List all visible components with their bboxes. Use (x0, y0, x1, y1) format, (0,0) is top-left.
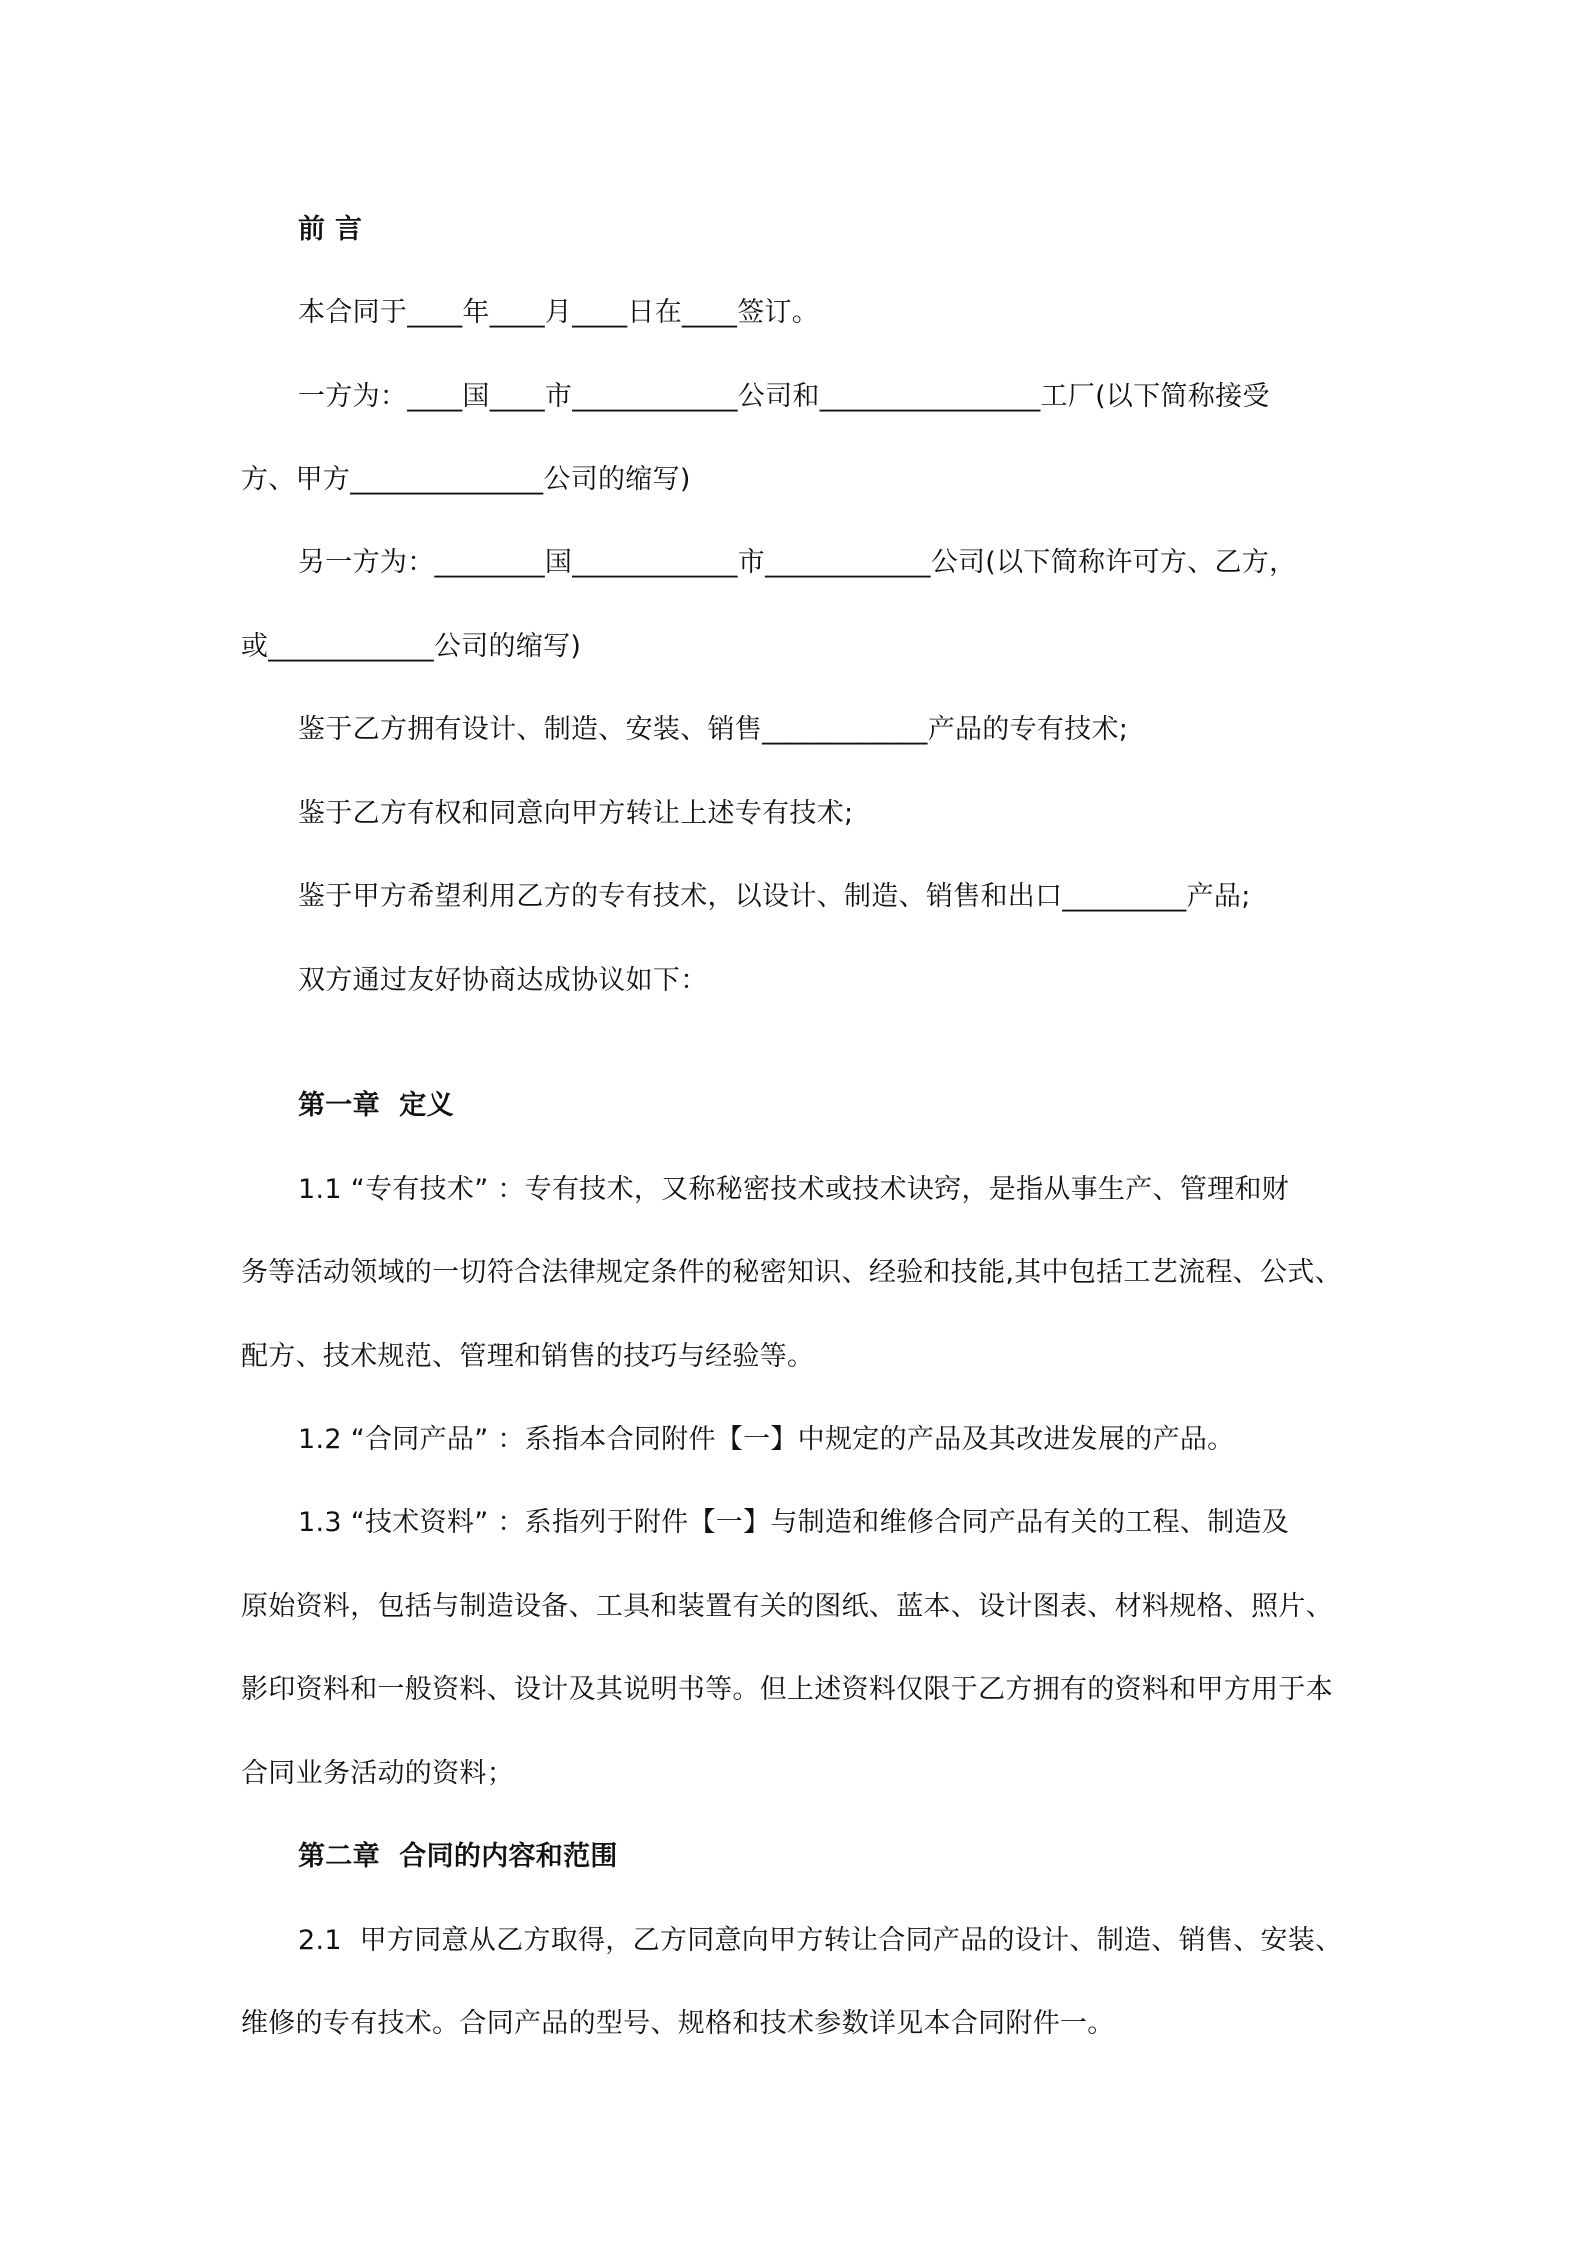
chapter2-heading: 第二章 合同的内容和范围 (298, 1841, 618, 1872)
chapter1-heading: 第一章 定义 (298, 1090, 454, 1121)
signing-date-line: 本合同于____年____月____日在____签订。 (298, 297, 820, 328)
clause-2-1-cont: 维修的专有技术。合同产品的型号、规格和技术参数详见本合同附件一。 (241, 2008, 1115, 2039)
clause-1-2: 1.2 “合同产品” ：系指本合同附件【一】中规定的产品及其改进发展的产品。 (298, 1424, 1235, 1455)
clause-1-3-cont: 合同业务活动的资料； (241, 1758, 514, 1789)
clause-2-1: 2.1 甲方同意从乙方取得，乙方同意向甲方转让合同产品的设计、制造、销售、安装、 (298, 1925, 1343, 1956)
party-a-line: 一方为：____国____市____________公司和________________工厂(以下简称接受 (298, 381, 1270, 412)
whereas-clause-2: 鉴于乙方有权和同意向甲方转让上述专有技术; (298, 798, 854, 829)
clause-1-3-cont: 原始资料，包括与制造设备、工具和装置有关的图纸、蓝本、设计图表、材料规格、照片、 (241, 1591, 1333, 1622)
clause-1-1: 1.1 “专有技术” ：专有技术，又称秘密技术或技术诀窍，是指从事生产、管理和财 (298, 1174, 1290, 1205)
whereas-clause-1: 鉴于乙方拥有设计、制造、安装、销售____________产品的专有技术; (298, 714, 1129, 745)
clause-1-1-cont: 配方、技术规范、管理和销售的技巧与经验等。 (241, 1341, 815, 1372)
preface-heading: 前 言 (298, 214, 363, 245)
party-a-line-cont: 方、甲方______________公司的缩写) (241, 464, 691, 495)
party-b-line-cont: 或____________公司的缩写) (241, 631, 582, 662)
whereas-clause-3: 鉴于甲方希望利用乙方的专有技术，以设计、制造、销售和出口_________产品; (298, 881, 1251, 912)
party-b-line: 另一方为：________国____________市____________公司(以下简称许可方、乙方， (298, 547, 1297, 578)
clause-1-3: 1.3 “技术资料” ：系指列于附件【一】与制造和维修合同产品有关的工程、制造及 (298, 1507, 1290, 1538)
agreement-intro: 双方通过友好协商达成协议如下： (298, 965, 708, 996)
clause-1-3-cont: 影印资料和一般资料、设计及其说明书等。但上述资料仅限于乙方拥有的资料和甲方用于本 (241, 1674, 1333, 1705)
clause-1-1-cont: 务等活动领域的一切符合法律规定条件的秘密知识、经验和技能,其中包括工艺流程、公式、 (241, 1257, 1342, 1288)
